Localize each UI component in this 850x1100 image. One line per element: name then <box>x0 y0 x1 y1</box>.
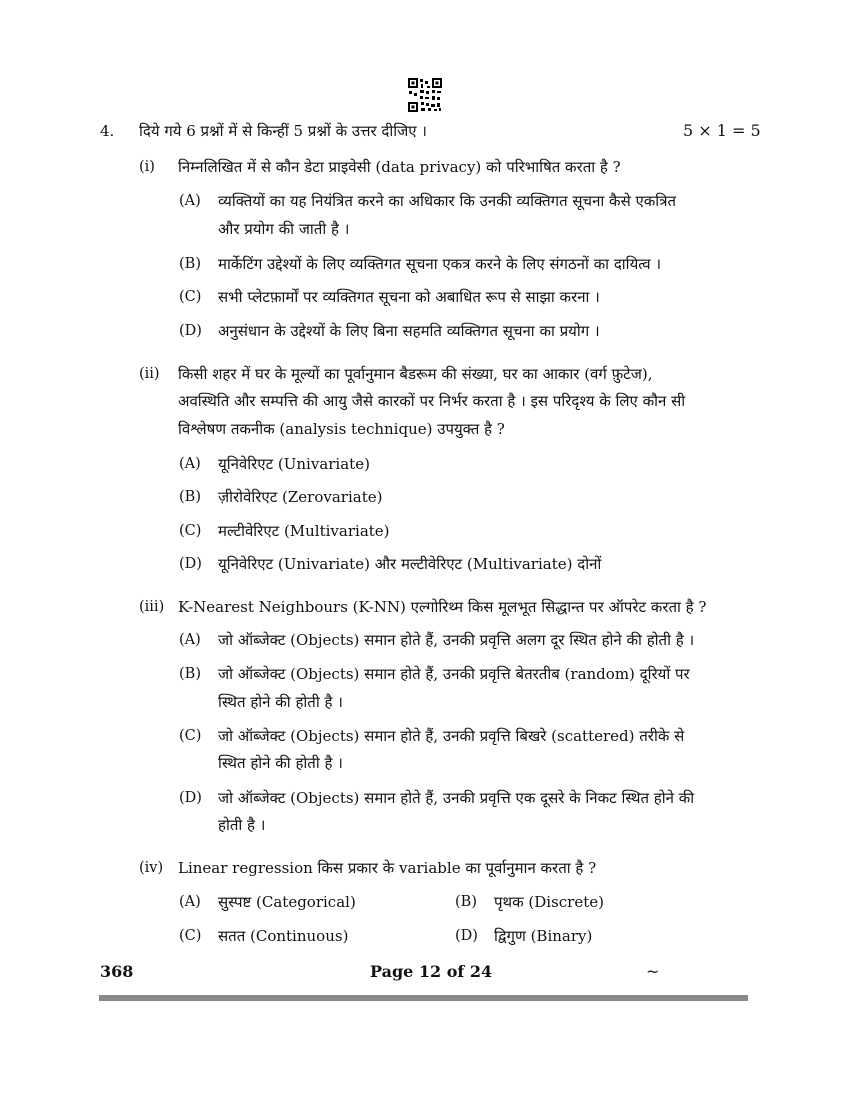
option-text: सभी प्लेटफ़ार्मों पर व्यक्तिगत सूचना को अबाधित रूप से साझा करना । <box>218 288 600 306</box>
subquestion-text: निम्नलिखित में से कौन डेटा प्राइवेसी (data privacy) को परिभाषित करता है ? <box>178 158 621 176</box>
subquestion-text: अवस्थिति और सम्पत्ति की आयु जैसे कारकों पर निर्भर करता है । इस परिदृश्य के लिए कौन सी <box>178 392 686 410</box>
option-text: व्यक्तियों का यह नियंत्रित करने का अधिकार कि उनकी व्यक्तिगत सूचना कैसे एकत्रित <box>218 192 677 210</box>
subquestion-label: (iii) <box>139 599 165 615</box>
subquestion-label: (ii) <box>139 366 160 382</box>
option-text: यूनिवेरिएट (Univariate) और मल्टीवेरिएट (Multivariate) दोनों <box>218 555 602 573</box>
option-label: (D) <box>179 323 202 339</box>
question-instruction: दिये गये 6 प्रश्नों में से किन्हीं 5 प्रश्नों के उत्तर दीजिए । <box>139 122 427 140</box>
option-text: अनुसंधान के उद्देश्यों के लिए बिना सहमति व्यक्तिगत सूचना का प्रयोग । <box>218 322 600 340</box>
footer-rule <box>99 995 748 1001</box>
subquestion-text: किसी शहर में घर के मूल्यों का पूर्वानुमान बैडरूम की संख्या, घर का आकार (वर्ग फ़ुटेज), <box>178 365 653 383</box>
option-label: (D) <box>179 790 202 806</box>
option-label: (B) <box>179 256 201 272</box>
option-text: जो ऑब्जेक्ट (Objects) समान होते हैं, उनकी प्रवृत्ति बिखरे (scattered) तरीके से <box>218 727 685 745</box>
option-text: यूनिवेरिएट (Univariate) <box>218 455 370 473</box>
option-text: जो ऑब्जेक्ट (Objects) समान होते हैं, उनकी प्रवृत्ति अलग दूर स्थित होने की होती है । <box>218 631 695 649</box>
option-text: स्थित होने की होती है । <box>218 693 343 711</box>
option-label: (A) <box>179 632 201 648</box>
subquestion-text: Linear regression किस प्रकार के variable का पूर्वानुमान करता है ? <box>178 859 597 877</box>
question-number: 4. <box>100 122 115 140</box>
option-text: और प्रयोग की जाती है । <box>218 220 350 238</box>
option-text: जो ऑब्जेक्ट (Objects) समान होते हैं, उनकी प्रवृत्ति एक दूसरे के निकट स्थित होने की <box>218 789 695 807</box>
option-text: द्विगुण (Binary) <box>494 927 593 945</box>
option-label: (C) <box>179 523 202 539</box>
option-text: सुस्पष्ट (Categorical) <box>218 893 356 911</box>
option-label: (B) <box>179 666 201 682</box>
option-label: (A) <box>179 894 201 910</box>
option-text: स्थित होने की होती है । <box>218 754 343 772</box>
option-text: होती है । <box>218 816 266 834</box>
option-text: मार्केटिंग उद्देश्यों के लिए व्यक्तिगत सूचना एकत्र करने के लिए संगठनों का दायित्व । <box>218 255 662 273</box>
option-label: (A) <box>179 193 201 209</box>
option-text: पृथक (Discrete) <box>494 893 604 911</box>
option-text: मल्टीवेरिएट (Multivariate) <box>218 522 390 540</box>
option-label: (B) <box>179 489 201 505</box>
option-label: (D) <box>179 556 202 572</box>
question-marks: 5 × 1 = 5 <box>683 121 761 140</box>
subquestion-label: (iv) <box>139 860 164 876</box>
option-text: जो ऑब्जेक्ट (Objects) समान होते हैं, उनकी प्रवृत्ति बेतरतीब (random) दूरियों पर <box>218 665 690 683</box>
page-number: Page 12 of 24 <box>370 962 493 981</box>
option-label: (C) <box>179 289 202 305</box>
subquestion-text: विश्लेषण तकनीक (analysis technique) उपयुक्त है ? <box>178 420 505 438</box>
option-text: सतत (Continuous) <box>218 927 349 945</box>
option-label: (A) <box>179 456 201 472</box>
paper-code: 368 <box>100 962 134 981</box>
option-text: ज़ीरोवेरिएट (Zerovariate) <box>218 488 383 506</box>
option-label: (C) <box>179 928 202 944</box>
subquestion-label: (i) <box>139 159 155 175</box>
qr-code <box>408 78 442 112</box>
option-label: (D) <box>455 928 478 944</box>
option-label: (C) <box>179 728 202 744</box>
option-label: (B) <box>455 894 477 910</box>
footer-mark: ~ <box>646 962 660 981</box>
subquestion-text: K-Nearest Neighbours (K-NN) एल्गोरिथ्म किस मूलभूत सिद्धान्त पर ऑपरेट करता है ? <box>178 598 707 616</box>
